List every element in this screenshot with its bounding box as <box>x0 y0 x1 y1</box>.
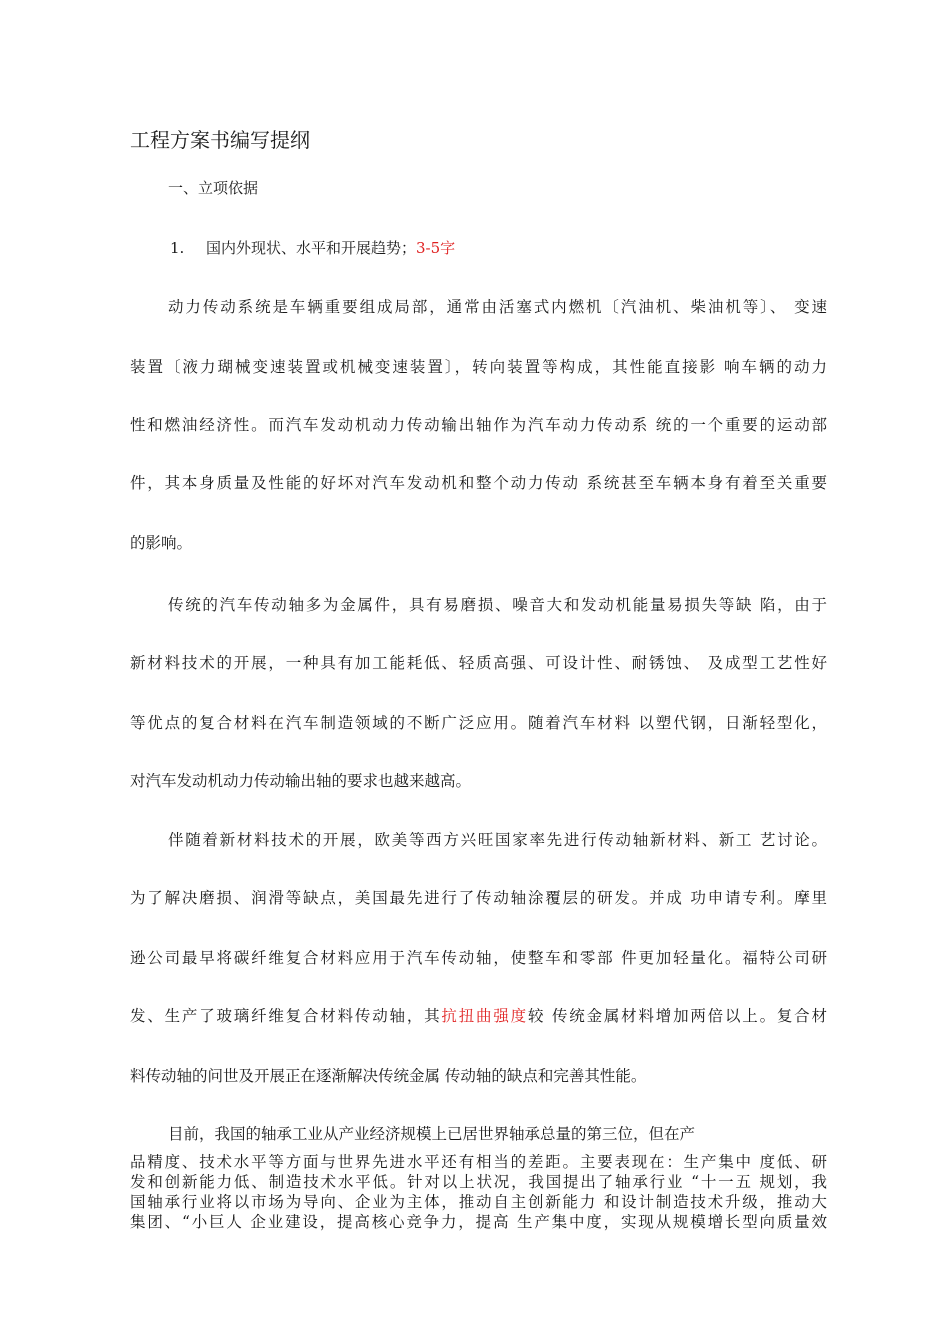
paragraph-line: 传统的汽车传动轴多为金属件，具有易磨损、噪音大和发动机能量易损失等缺 陷，由于 <box>168 596 827 614</box>
item-text: 国内外现状、水平和开展趋势； <box>206 239 417 257</box>
highlighted-term: 抗扭曲强度 <box>441 1007 528 1025</box>
paragraph-line: 集团、“小巨人 企业建设，提高核心竞争力，提高 生产集中度，实现从规模增长型向质量效 <box>130 1213 827 1231</box>
document-title: 工程方案书编写提纲 <box>130 128 310 152</box>
paragraph-line: 的影响。 <box>130 534 193 552</box>
word-count-note: 3-5字 <box>416 239 456 257</box>
paragraph-line <box>130 1004 827 1026</box>
paragraph-line: 动力传动系统是车辆重要组成局部，通常由活塞式内燃机〔汽油机、柴油机等〕、 变速 <box>168 298 827 316</box>
paragraph-line: 伴随着新材料技术的开展，欧美等西方兴旺国家率先进行传动轴新材料、新工 艺讨论。 <box>168 831 827 849</box>
paragraph-line: 对汽车发动机动力传动输出轴的要求也越来越高。 <box>130 772 472 790</box>
paragraph-line: 性和燃油经济性。而汽车发动机动力传动输出轴作为汽车动力传动系 统的一个重要的运动部 <box>130 416 827 434</box>
paragraph-line: 逊公司最早将碳纤维复合材料应用于汽车传动轴，使整车和零部 件更加轻量化。福特公司研 <box>130 949 827 967</box>
paragraph-line: 料传动轴的问世及开展正在逐渐解决传统金属 传动轴的缺点和完善其性能。 <box>130 1067 647 1085</box>
paragraph-line: 国轴承行业将以市场为导向、企业为主体，推动自主创新能力 和设计制造技术升级，推动大 <box>130 1193 827 1211</box>
paragraph-line: 新材料技术的开展，一种具有加工能耗低、轻质高强、可设计性、耐锈蚀、 及成型工艺性好 <box>130 654 827 672</box>
paragraph-line: 件，其本身质量及性能的好坏对汽车发动机和整个动力传动 系统甚至车辆本身有着至关重要 <box>130 474 827 492</box>
paragraph-line: 目前，我国的轴承工业从产业经济规模上已居世界轴承总量的第三位，但在产 <box>168 1125 696 1143</box>
paragraph-line: 品精度、技术水平等方面与世界先进水平还有相当的差距。主要表现在：生产集中 度低、研 <box>130 1153 827 1171</box>
paragraph-line: 等优点的复合材料在汽车制造领域的不断广泛应用。随着汽车材料 以塑代钢，日渐轻型化， <box>130 714 827 732</box>
section-heading: 一、立项依据 <box>168 179 259 197</box>
item-number: 1. <box>170 239 185 257</box>
line-text: 发、生产了玻璃纤维复合材料传动轴，其 <box>130 1007 442 1025</box>
paragraph-line: 为了解决磨损、润滑等缺点，美国最先进行了传动轴涂覆层的研发。并成 功申请专利。摩里 <box>130 889 827 907</box>
paragraph-line: 发和创新能力低、制造技术水平低。针对以上状况，我国提出了轴承行业 “十一五 规划，我 <box>130 1173 827 1191</box>
item-heading <box>170 237 455 258</box>
line-text: 较 传统金属材料增加两倍以上。复合材 <box>527 1007 827 1025</box>
paragraph-line: 装置〔液力瑚械变速装置或机械变速装置〕，转向装置等构成，其性能直接影 响车辆的动力 <box>130 358 827 376</box>
